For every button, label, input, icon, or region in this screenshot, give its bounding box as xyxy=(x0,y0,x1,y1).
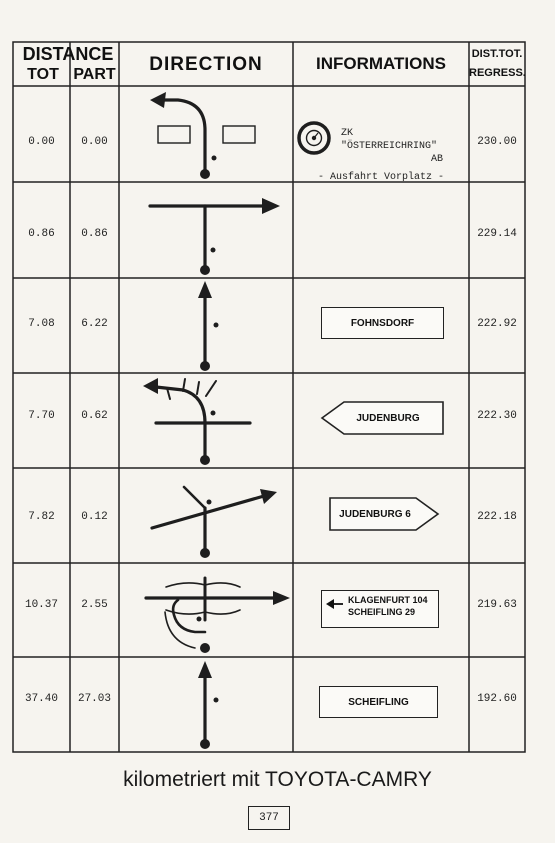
row6-direction-diagram xyxy=(146,578,290,653)
header-direction: DIRECTION xyxy=(149,54,263,75)
checkpoint-title: ZK xyxy=(341,128,354,139)
header-dist-tot: DIST.TOT. xyxy=(471,48,523,60)
row4-tot: 7.70 xyxy=(28,410,55,422)
header-part: PART xyxy=(73,66,116,83)
row3-regress: 222.92 xyxy=(477,318,517,330)
row5-part: 0.12 xyxy=(81,511,108,523)
checkpoint-icon xyxy=(294,118,334,158)
row7-part: 27.03 xyxy=(77,693,111,705)
row3-part: 6.22 xyxy=(81,318,108,330)
row2-direction-diagram xyxy=(150,198,280,275)
row2-part: 0.86 xyxy=(81,228,108,240)
checkpoint-name: "ÖSTERREICHRING" xyxy=(341,141,438,152)
sign-scheifling: SCHEIFLING xyxy=(319,686,438,718)
header-tot: TOT xyxy=(27,66,59,83)
row1-regress: 230.00 xyxy=(477,136,517,148)
row3-tot: 7.08 xyxy=(28,318,55,330)
sign-judenburg-6: JUDENBURG 6 xyxy=(339,508,411,520)
row2-tot: 0.86 xyxy=(28,228,55,240)
row6-regress: 219.63 xyxy=(477,599,517,611)
sign-fohnsdorf: FOHNSDORF xyxy=(321,307,444,339)
row7-tot: 37.40 xyxy=(24,693,58,705)
row1-direction-diagram xyxy=(150,92,255,179)
row4-part: 0.62 xyxy=(81,410,108,422)
sign-scheifling-29: SCHEIFLING 29 xyxy=(348,607,416,617)
row1-part: 0.00 xyxy=(81,136,108,148)
footer-caption: kilometriert mit TOYOTA-CAMRY xyxy=(123,768,432,791)
row4-regress: 222.30 xyxy=(477,410,517,422)
row5-regress: 222.18 xyxy=(477,511,517,523)
row2-regress: 229.14 xyxy=(477,228,517,240)
row6-part: 2.55 xyxy=(81,599,108,611)
row5-tot: 7.82 xyxy=(28,511,55,523)
row7-direction-diagram xyxy=(198,661,219,749)
row3-direction-diagram xyxy=(198,281,219,371)
sign-judenburg: JUDENBURG xyxy=(356,412,420,424)
row6-tot: 10.37 xyxy=(24,599,58,611)
arrow-left-icon xyxy=(325,597,345,611)
row1-tot: 0.00 xyxy=(28,136,55,148)
checkpoint-note: - Ausfahrt Vorplatz - xyxy=(317,172,445,183)
header-regress: REGRESS. xyxy=(469,67,526,79)
row5-direction-diagram xyxy=(152,487,277,558)
sign-klagenfurt: KLAGENFURT 104 xyxy=(348,595,428,605)
row4-direction-diagram xyxy=(143,378,250,465)
checkpoint-ab: AB xyxy=(431,154,444,165)
row7-regress: 192.60 xyxy=(477,693,517,705)
header-distance: DISTANCE xyxy=(22,44,114,64)
page-number: 377 xyxy=(248,806,290,830)
header-informations: INFORMATIONS xyxy=(315,54,446,73)
